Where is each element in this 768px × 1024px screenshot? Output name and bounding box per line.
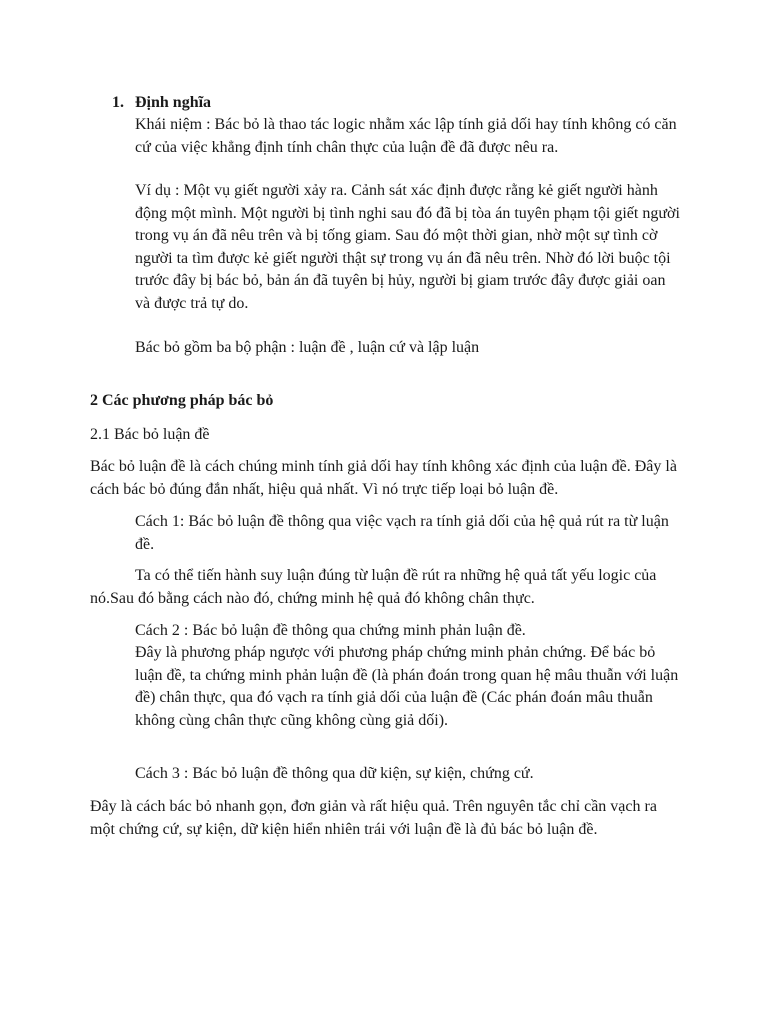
- components-paragraph: Bác bỏ gồm ba bộ phận : luận đề , luận cứ và lập luận: [135, 339, 480, 356]
- method-3-detail-paragraph: Đây là cách bác bỏ nhanh gọn, đơn giản và rất hiệu quả. Trên nguyên tắc chỉ cần vạch ra một chứng cứ, sự kiện, dữ kiện hiển nhiên trái với luận đề là đủ bác bỏ luận đề.: [90, 798, 657, 838]
- method-2-paragraph: Cách 2 : Bác bỏ luận đề thông qua chứng minh phản luận đề.: [135, 622, 526, 639]
- subsection-intro-paragraph: Bác bỏ luận đề là cách chúng minh tính giả dối hay tính không xác định của luận đề. Đây là cách bác bỏ đúng đắn nhất, hiệu quả nhất. Vì nó trực tiếp loại bỏ luận đề.: [90, 458, 677, 498]
- section-1-number: 1.: [112, 94, 124, 111]
- subsection-2-1-title: 2.1 Bác bỏ luận đề: [90, 426, 210, 443]
- method-3-paragraph: Cách 3 : Bác bỏ luận đề thông qua dữ kiện, sự kiện, chứng cứ.: [135, 765, 534, 782]
- definition-paragraph: Khái niệm : Bác bỏ là thao tác logic nhằm xác lập tính giả dối hay tính không có căn cứ của việc khẳng định tính chân thực của luận đề đã được nêu ra.: [135, 116, 677, 156]
- method-1-detail-paragraph: Ta có thể tiến hành suy luận đúng từ luận đề rút ra những hệ quả tất yếu logic của nó.Sau đó bằng cách nào đó, chứng minh hệ quả đó không chân thực.: [90, 567, 657, 607]
- example-paragraph: Ví dụ : Một vụ giết người xảy ra. Cảnh sát xác định được rằng kẻ giết người hành động một mình. Một người bị tình nghi sau đó đã bị tòa án tuyên phạm tội giết người trong vụ án đã nêu trên và bị tống giam. Sau đó một thời gian, nhờ một sự tình cờ người ta tìm được kẻ giết người thật sự trong vụ án đã nêu trên. Nhờ đó lời buộc tội trước đây bị bác bỏ, bản án đã tuyên bị hủy, người bị giam trước đây được giải oan và được trả tự do.: [135, 182, 680, 312]
- section-1-title: Định nghĩa: [135, 94, 212, 111]
- method-2-detail-paragraph: Đây là phương pháp ngược với phương pháp chứng minh phản chứng. Để bác bỏ luận đề, ta chứng minh phản luận đề (là phán đoán trong quan hệ mâu thuẫn với luận đề) chân thực, qua đó vạch ra tính giả dối của luận đề (Các phán đoán mâu thuẫn không cùng chân thực cũng không cùng giả dối).: [135, 644, 679, 729]
- section-2-title: 2 Các phương pháp bác bỏ: [90, 392, 274, 409]
- method-1-paragraph: Cách 1: Bác bỏ luận đề thông qua việc vạch ra tính giả dối của hệ quả rút ra từ luận đề.: [135, 513, 669, 553]
